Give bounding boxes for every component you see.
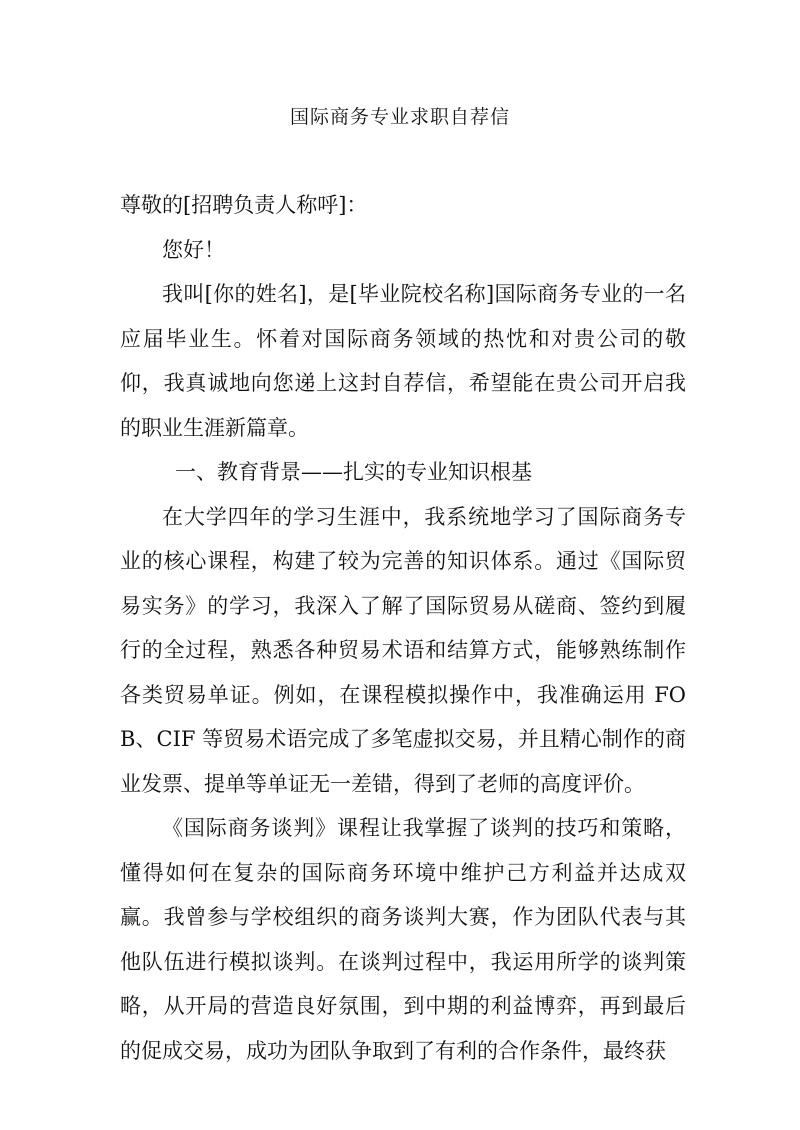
section-heading-education: 一、教育背景——扎实的专业知识根基 bbox=[175, 460, 532, 484]
paragraph-negotiation: 《国际商务谈判》课程让我掌握了谈判的技巧和策略，懂得如何在复杂的国际商务环境中维护己方利益并达成双赢。我曾参与学校组织的商务谈判大赛，作为团队代表与其他队伍进行模拟谈判。在谈判过程中，我运用所学的谈判策略，从开局的营造良好氛围，到中期的利益博弈，再到最后的促成交易，成功为团队争取到了有利的合作条件，最终获 bbox=[120, 816, 686, 1063]
salutation: 尊敬的[招聘负责人称呼]： bbox=[120, 193, 368, 217]
paragraph-education: 在大学四年的学习生涯中，我系统地学习了国际商务专业的核心课程，构建了较为完善的知识体系。通过《国际贸易实务》的学习，我深入了解了国际贸易从磋商、签约到履行的全过程，熟悉各种贸易术语和结算方式，能够熟练制作各类贸易单证。例如，在课程模拟操作中，我准确运用 FOB、CIF 等贸易术语完成了多笔虚拟交易，并且精心制作的商业发票、提单等单证无一差错，得到了老师的高度评价。 bbox=[120, 504, 686, 796]
greeting: 您好！ bbox=[162, 237, 225, 262]
document-body bbox=[120, 183, 686, 1073]
paragraph-introduction: 我叫[你的姓名]，是[毕业院校名称]国际商务专业的一名应届毕业生。怀着对国际商务领域的热忱和对贵公司的敬仰，我真诚地向您递上这封自荐信，希望能在贵公司开启我的职业生涯新篇章。 bbox=[120, 282, 686, 440]
document-title: 国际商务专业求职自荐信 bbox=[289, 106, 510, 128]
